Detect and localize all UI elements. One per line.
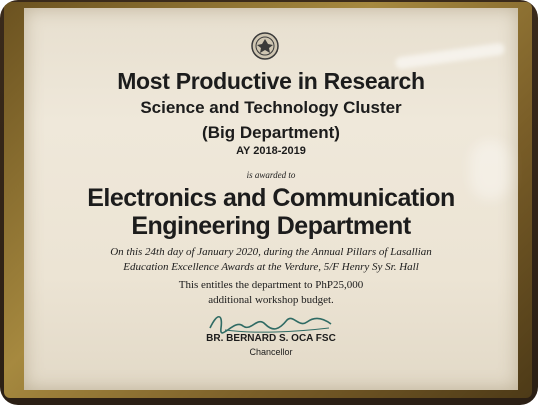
signatory-name: BR. BERNARD S. OCA FSC [206,333,336,344]
body-line-2: Education Excellence Awards at the Verdure, 5/F Henry Sy Sr. Hall [123,261,419,273]
glass-glare [470,140,510,200]
signature [205,308,335,336]
award-cluster: Science and Technology Cluster [140,98,402,117]
body-line-3: This entitles the department to PhP25,000 [178,279,364,291]
award-category: (Big Department) [202,123,340,142]
university-seal-icon [251,32,279,60]
recipient-line-1: Electronics and Communication [87,184,455,212]
award-title: Most Productive in Research [117,68,425,94]
recipient-line-2: Engineering Department [131,212,411,240]
signatory-title: Chancellor [249,347,293,357]
body-line-4: additional workshop budget. [208,294,334,306]
awarded-phrase: is awarded to [246,170,296,180]
body-line-1: On this 24th day of January 2020, during the Annual Pillars of Lasallian [110,246,432,258]
academic-year: AY 2018-2019 [236,145,306,157]
